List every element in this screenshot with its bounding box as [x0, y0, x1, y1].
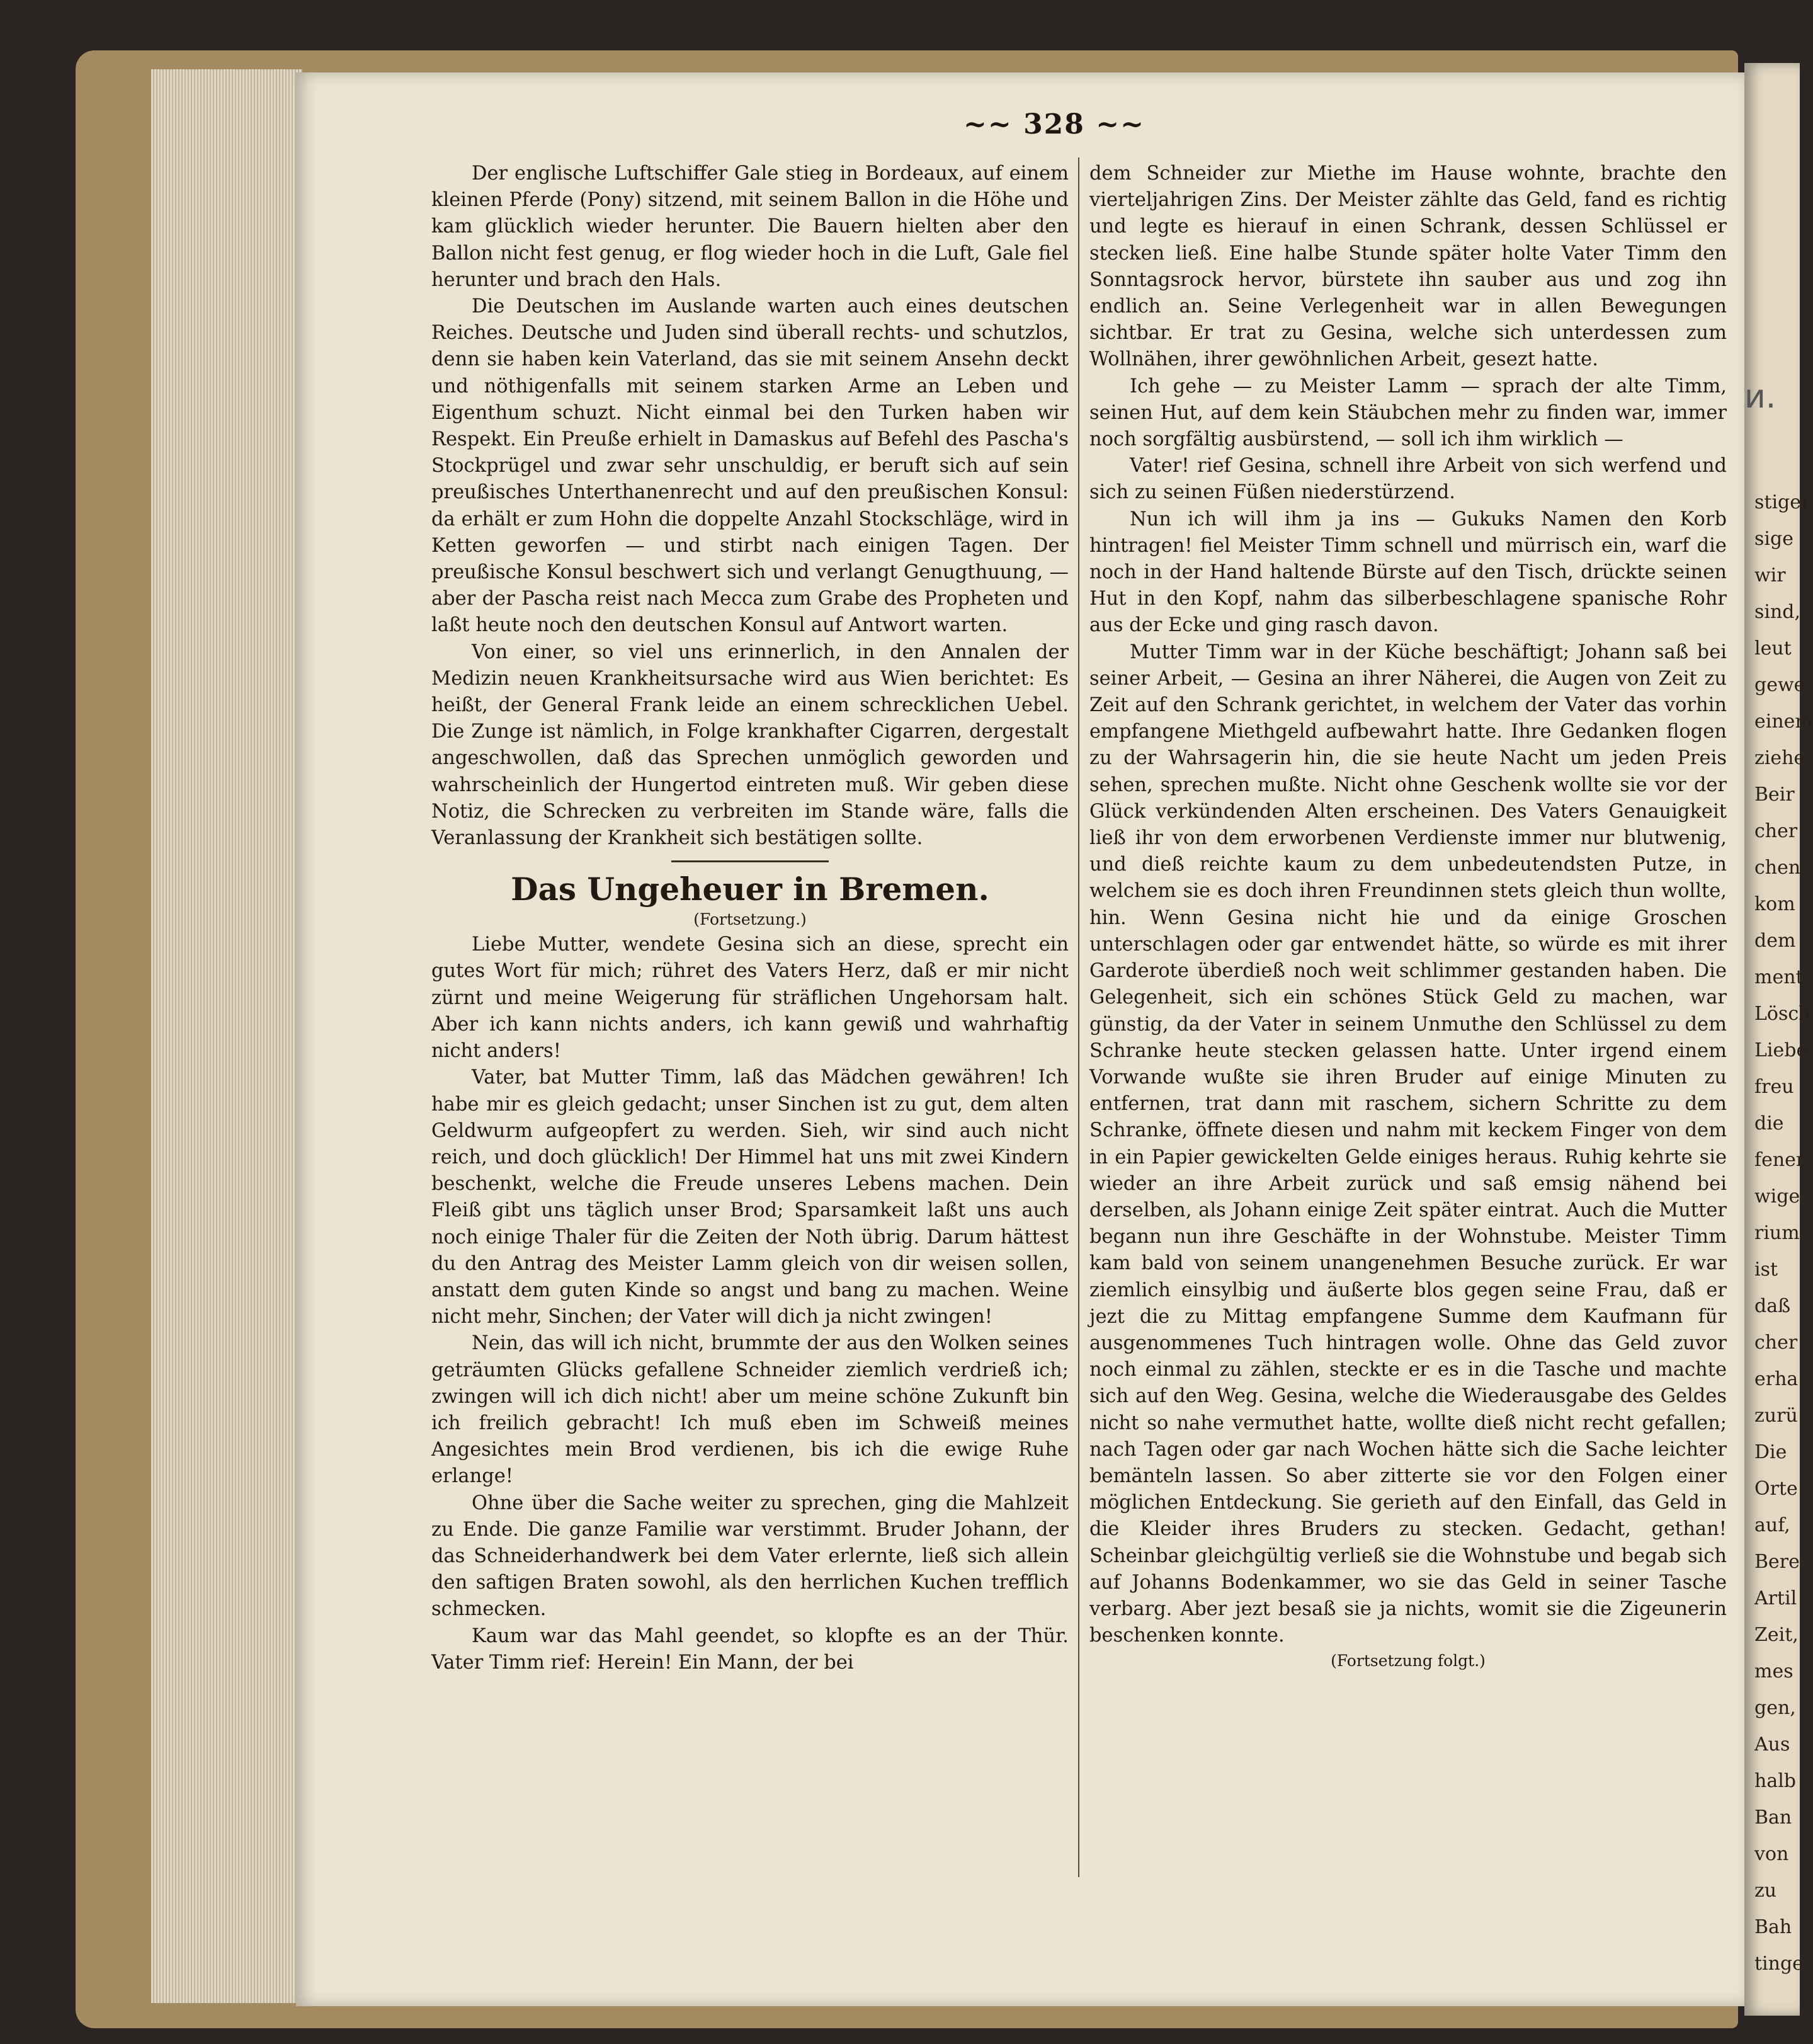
- next-page-fragment: Artil: [1754, 1587, 1797, 1609]
- next-page-fragment: ziehe: [1754, 747, 1805, 769]
- next-page-fragment: kom: [1754, 893, 1795, 915]
- next-page-fragment: Aus: [1754, 1733, 1790, 1756]
- next-page-fragment: Die: [1754, 1441, 1787, 1463]
- article-germans-abroad: Die Deutschen im Auslande warten auch eines deutschen Reiches. Deutsche und Juden sind überall rechts- und schutzlos, denn sie haben kein Vaterland, das sie mit seinem Ansehn deckt und nöthigenfalls mit seinem starken Arme an Leben und Eigenthum schuzt. Nicht einmal bei den Turken haben wir Respekt. Ein Preuße erhielt in Damaskus auf Befehl des Pascha's Stockprügel und zwar sehr unschuldig, er beruft sich auf sein preußisches Unterthanenrecht und auf den preußischen Konsul: da erhält er zum Hohn die doppelte Anzahl Stockschläge, wird in Ketten geworfen — und stirbt nach einigen Tagen. Der preußische Konsul beschwert sich und verlangt Genugthuung, — aber der Pascha reist nach Mecca zum Grabe des Propheten und laßt heute noch den deutschen Konsul auf Antwort warten.: [431, 295, 1069, 637]
- next-page-fragment: rium: [1754, 1222, 1800, 1244]
- next-page-fragment: wige: [1754, 1185, 1800, 1208]
- next-page-fragment: Ban: [1754, 1807, 1792, 1829]
- next-page-fragment: zurü: [1754, 1405, 1798, 1427]
- page-number: 328: [1023, 108, 1085, 140]
- header-ornament-left: ~~: [963, 108, 1013, 140]
- header-ornament-right: ~~: [1096, 108, 1145, 140]
- next-page-fragment: erha: [1754, 1368, 1799, 1390]
- next-page-edge: [1744, 63, 1813, 2016]
- pencil-mark: и.: [1744, 378, 1776, 416]
- story-paragraph: Ich gehe — zu Meister Lamm — sprach der alte Timm, seinen Hut, auf dem kein Stäubchen mehr zu finden war, immer noch sorgfältig ausbürstend, — soll ich ihm wirklich —: [1089, 375, 1727, 451]
- next-page-fragment: Lösch: [1754, 1003, 1811, 1025]
- next-page-fragment: Bah: [1754, 1916, 1792, 1938]
- next-page-fragment: freu: [1754, 1076, 1794, 1098]
- next-page-fragment: gewe: [1754, 674, 1805, 696]
- next-page-fragment: sige: [1754, 528, 1793, 550]
- next-page-fragment: einem: [1754, 711, 1813, 733]
- next-page-fragment: auf,: [1754, 1514, 1790, 1536]
- right-column: [1089, 161, 1727, 1672]
- column-divider: [1078, 157, 1079, 1877]
- article-balloon: Der englische Luftschiffer Gale stieg in Bordeaux, auf einem kleinen Pferde (Pony) sitzend, mit seinem Ballon in die Höhe und kam glücklich wieder herunter. Die Bauern hielten aber den Ballon nicht fest genug, er flog wieder hoch in die Luft, Gale fiel herunter und brach den Hals.: [431, 163, 1069, 291]
- page-header: [963, 108, 1145, 140]
- next-page-fragment: ist: [1754, 1259, 1778, 1281]
- next-page-fragment: Orte: [1754, 1478, 1798, 1500]
- next-page-fragment: gen,: [1754, 1697, 1796, 1719]
- story-title: Das Ungeheuer in Bremen.: [511, 871, 989, 908]
- story-paragraph: Mutter Timm war in der Küche beschäftigt; Johann saß bei seiner Arbeit, — Gesina an ihrer Näherei, die Augen von Zeit zu Zeit auf den Schrank gerichtet, in welchem der Vater das vorhin empfangene Miethgeld aufbewahrt hatte. Ihre Gedanken flogen zu der Wahrsagerin hin, die sie heute Nacht um jeden Preis sehen, sprechen mußte. Nicht ohne Geschenk wollte sie vor der Glück verkündenden Alten erscheinen. Des Vaters Genauigkeit ließ ihr von dem erworbenen Verdienste immer nur blutwenig, und dieß reichte kaum zu dem unbedeutendsten Putze, in welchem sie es doch ihren Freundinnen stets gleich thun wollte, hin. Wenn Gesina nicht hie und da einige Groschen unterschlagen oder gar entwendet hätte, so würde es mit ihrer Garderote überdieß noch weit schlimmer gestanden haben. Die Gelegenheit, sich ein schönes Stück Geld zu machen, war günstig, da der Vater in seinem Unmuthe den Schlüssel zu dem Schranke heute stecken gelassen hatte. Unter irgend einem Vorwande wußte sie ihren Bruder auf einige Minuten zu entfernen, trat dann mit raschem, sichern Schritte zu dem Schranke, öffnete diesen und nahm mit keckem Finger von dem in ein Papier gewickelten Gelde einiges heraus. Ruhig kehrte sie wieder an ihre Arbeit zurück und saß emsig nähend bei derselben, als Johann einige Zeit später eintrat. Auch die Mutter begann nun ihre Geschäfte in der Wohnstube. Meister Timm kam bald von seinem unangenehmen Besuche zurück. Er war ziemlich einsylbig und äußerte blos gegen seine Frau, daß er jezt die zu Mittag empfangene Summe dem Kaufmann für ausgenommenes Tuch hintragen wolle. Ohne das Geld zuvor noch einmal zu zählen, steckte er es in die Tasche und machte sich auf den Weg. Gesina, welche die Wiederausgabe des Geldes nicht so nahe vermuthet hatte, wollte dieß nicht recht gefallen; nach Tagen oder gar nach Wochen hätte sich die Sache leichter bemänteln lassen. So aber zitterte sie vor den Folgen einer möglichen Entdeckung. Sie gerieth auf den Einfall, das Geld in die Kleider ihres Bruders zu stecken. Gedacht, gethan! Scheinbar gleichgültig verließ sie die Wohnstube und begab sich auf Johanns Bodenkammer, wo sie das Geld in seiner Tasche verbarg. Aber jezt besaß sie ja nichts, womit sie die Zigeunerin beschenken konnte.: [1089, 641, 1727, 1647]
- story-paragraph: Nein, das will ich nicht, brummte der aus den Wolken seines geträumten Glücks gefallene Schneider ziemlich verdrieß ich; zwingen will ich dich nicht! aber um meine schöne Zukunft bin ich freilich gebracht! Ich muß eben im Schweiß meines Angesichtes mein Brod verdienen, bis ich die ewige Ruhe erlange!: [431, 1332, 1069, 1488]
- next-page-fragment: leut: [1754, 637, 1792, 659]
- next-page-fragment: die: [1754, 1112, 1784, 1134]
- story-paragraph: Kaum war das Mahl geendet, so klopfte es an der Thür. Vater Timm rief: Herein! Ein Mann, der bei: [431, 1624, 1069, 1674]
- next-page-fragment: stiger: [1754, 491, 1810, 513]
- article-medicine: Von einer, so viel uns erinnerlich, in den Annalen der Medizin neuen Krankheitsursache wird aus Wien berichtet: Es heißt, der General Frank leide an einem schrecklichen Uebel. Die Zunge ist nämlich, in Folge krankhafter Cigarren, dergestalt angeschwollen, daß das Sprechen unmöglich geworden und wahrscheinlich der Hungertod eintreten muß. Wir geben diese Notiz, die Schrecken zu verbreiten im Stande wäre, falls die Veranlassung der Krankheit sich bestätigen sollte.: [431, 641, 1069, 850]
- next-page-fragment: halb: [1754, 1770, 1797, 1792]
- page-stack-edges: [151, 69, 302, 2003]
- next-page-fragment: cher: [1754, 1332, 1798, 1354]
- story-paragraph: dem Schneider zur Miethe im Hause wohnte, brachte den vierteljahrigen Zins. Der Meister zählte das Geld, fand es richtig und legte es hierauf in einen Schrank, dessen Schlüssel er stecken ließ. Eine halbe Stunde später holte Vater Timm den Sonntagsrock hervor, bürstete ihn sauber aus und zog ihn endlich an. Seine Verlegenheit war in allen Bewegungen sichtbar. Er trat zu Gesina, welche sich unterdessen zum Wollnähen, ihrer gewöhnlichen Arbeit, gesezt hatte.: [1089, 163, 1727, 371]
- next-page-fragment: zu: [1754, 1880, 1777, 1902]
- next-page-fragment: Zeit,: [1754, 1624, 1799, 1646]
- story-paragraph: Vater! rief Gesina, schnell ihre Arbeit von sich werfend und sich zu seinen Füßen niederstürzend.: [1089, 455, 1727, 504]
- next-page-fragment: Beir: [1754, 784, 1795, 806]
- left-column: [431, 161, 1069, 1676]
- story-paragraph: Nun ich will ihm ja ins — Gukuks Namen den Korb hintragen! fiel Meister Timm schnell und mürrisch ein, warf die noch in der Hand haltende Bürste auf den Tisch, drückte seinen Hut in den Kopf, nahm das silberbeschlagene spanische Rohr aus der Ecke und ging rasch davon.: [1089, 508, 1727, 637]
- next-page-fragment: Bere: [1754, 1551, 1800, 1573]
- next-page-fragment: ment: [1754, 966, 1804, 988]
- next-page-fragment: tinge: [1754, 1953, 1804, 1975]
- next-page-fragment: daß: [1754, 1295, 1791, 1317]
- next-page-fragment: mes: [1754, 1660, 1793, 1682]
- next-page-fragment: cher: [1754, 820, 1798, 842]
- story-paragraph: Vater, bat Mutter Timm, laß das Mädchen gewähren! Ich habe mir es gleich gedacht; unser Sinchen ist zu gut, dem alten Geldwurm aufgeopfert zu werden. Sieh, wir sind auch nicht reich, und doch glücklich! Der Himmel hat uns mit zwei Kindern beschenkt, welche die Freude unseres Lebens machen. Dein Fleiß gibt uns täglich unser Brod; Sparsamkeit laßt uns auch noch einige Thaler für die Zeiten der Noth übrig. Darum hättest du den Antrag des Meister Lamm gleich von dir weisen sollen, anstatt dem guten Kinde so angst und bang zu machen. Weine nicht mehr, Sinchen; der Vater will dich ja nicht zwingen!: [431, 1066, 1069, 1328]
- section-rule: [671, 860, 829, 862]
- next-page-fragment: wir: [1754, 564, 1786, 586]
- next-page-fragment: fener: [1754, 1149, 1805, 1171]
- story-subtitle: (Fortsetzung.): [693, 910, 807, 929]
- story-paragraph: Liebe Mutter, wendete Gesina sich an diese, sprecht ein gutes Wort für mich; rühret des Vaters Herz, daß er mir nicht zürnt und meine Weigerung für sträflichen Ungehorsam halt. Aber ich kann nichts anders, ich kann gewiß und wahrhaftig nicht anders!: [431, 934, 1069, 1063]
- next-page-fragment: dem: [1754, 930, 1796, 952]
- next-page-fragment: von: [1754, 1843, 1789, 1865]
- next-page-fragment: chen: [1754, 857, 1801, 879]
- next-page-fragment: Liebe: [1754, 1039, 1808, 1061]
- next-page-fragment: sind,: [1754, 601, 1801, 623]
- continuation-note: (Fortsetzung folgt.): [1331, 1652, 1486, 1670]
- story-paragraph: Ohne über die Sache weiter zu sprechen, ging die Mahlzeit zu Ende. Die ganze Familie war verstimmt. Bruder Johann, der das Schneiderhandwerk bei dem Vater erlernte, ließ sich allein den saftigen Braten sowohl, als den herrlichen Kuchen trefflich schmecken.: [431, 1492, 1069, 1621]
